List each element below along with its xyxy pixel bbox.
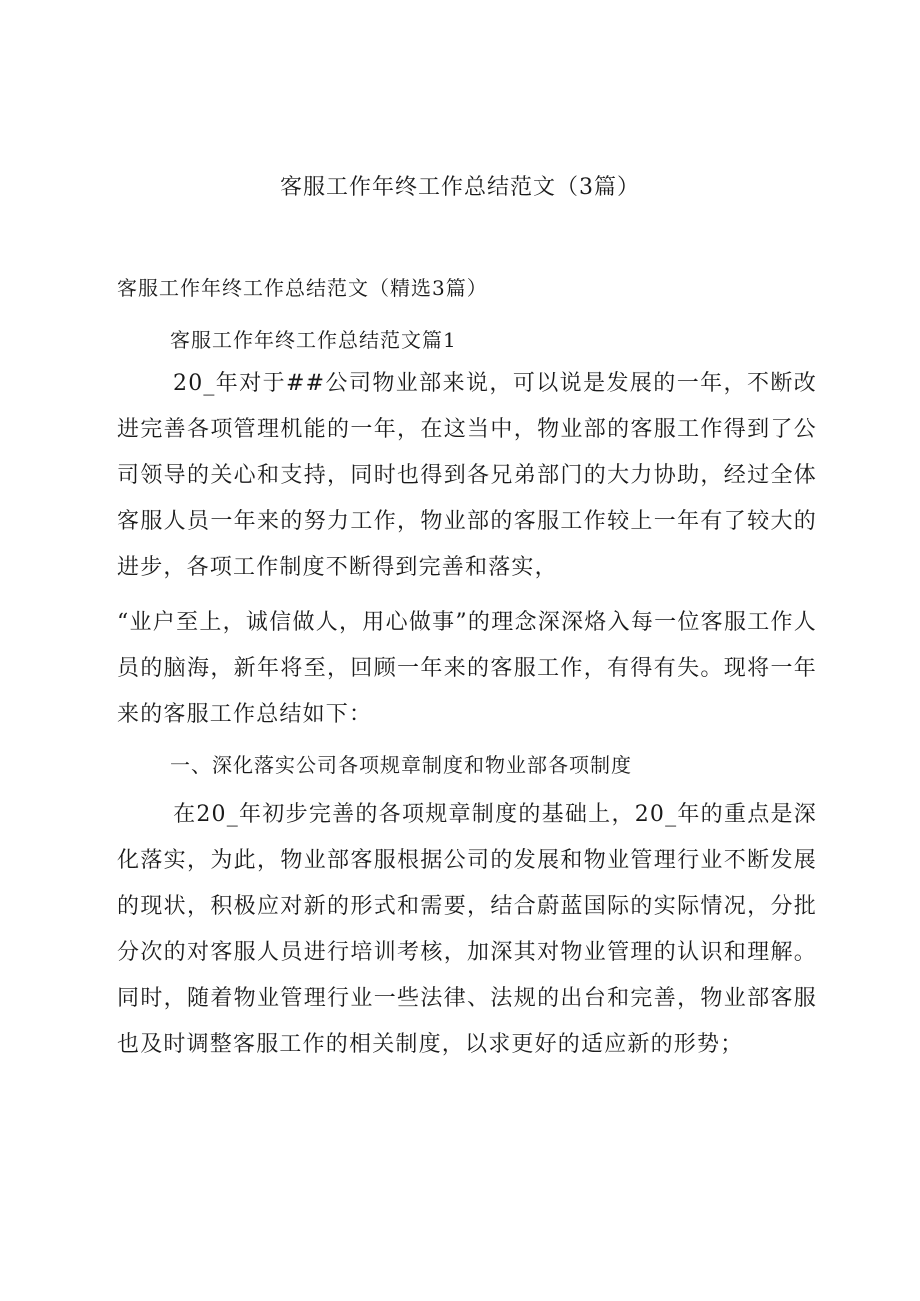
paragraph-2 bbox=[117, 600, 817, 738]
paragraph-1-text: 20_年对于##公司物业部来说，可以说是发展的一年，不断改进完善各项管理机能的一年，在这当中，物业部的客服工作得到了公司领导的关心和支持，同时也得到各兄弟部门的大力协助，经过全体客服人员一年来的努力工作，物业部的客服工作较上一年有了较大的进步，各项工作制度不断得到完善和落实， bbox=[117, 371, 817, 580]
paragraph-2-text: “业户至上，诚信做人，用心做事”的理念深深烙入每一位客服工作人员的脑海，新年将至，回顾一年来的客服工作，有得有失。现将一年来的客服工作总结如下： bbox=[117, 610, 817, 727]
paragraph-1 bbox=[117, 361, 817, 591]
section-heading: 客服工作年终工作总结范文篇1 bbox=[170, 328, 457, 352]
document-title: 客服工作年终工作总结范文（3篇） bbox=[280, 175, 640, 200]
heading-one: 一、深化落实公司各项规章制度和物业部各项制度 bbox=[170, 753, 632, 777]
paragraph-3 bbox=[117, 792, 817, 1068]
paragraph-3-text: 在20_年初步完善的各项规章制度的基础上，20_年的重点是深化落实，为此，物业部客服根据公司的发展和物业管理行业不断发展的现状，积极应对新的形式和需要，结合蔚蓝国际的实际情况，分批分次的对客服人员进行培训考核，加深其对物业管理的认识和理解。同时，随着物业管理行业一些法律、法规的出台和完善，物业部客服也及时调整客服工作的相关制度，以求更好的适应新的形势； bbox=[117, 802, 817, 1057]
document-subtitle: 客服工作年终工作总结范文（精选3篇） bbox=[117, 276, 488, 300]
